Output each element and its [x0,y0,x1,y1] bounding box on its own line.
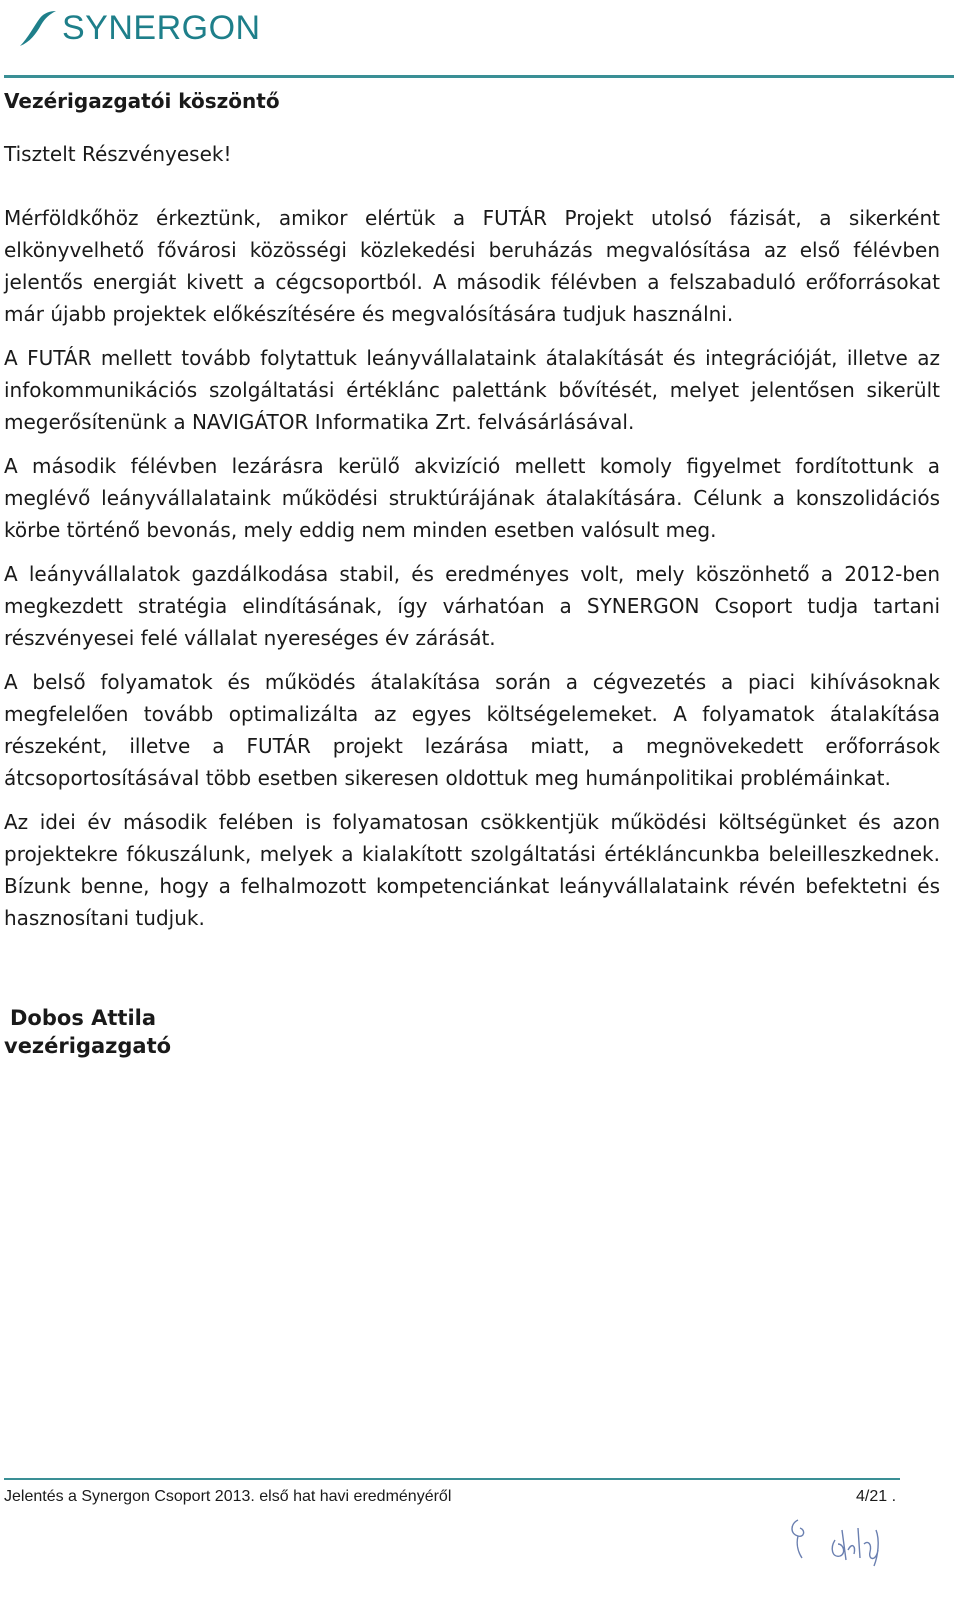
salutation: Tisztelt Részvényesek! [4,142,232,166]
letter-title: Vezérigazgatói köszöntő [4,89,280,113]
footer-text: Jelentés a Synergon Csoport 2013. első hat havi eredményéről [4,1488,452,1505]
footer-divider [4,1478,900,1480]
company-logo [14,8,261,48]
paragraph: A második félévben lezárásra kerülő akvizíció mellett komoly figyelmet fordítottunk a meglévő leányvállalataink működési struktúrájának átalakítására. Célunk a konszolidációs körbe történő bevonás, mely eddig nem minden esetben valósult meg. [4,454,940,542]
handwritten-initials-icon [780,1500,900,1570]
paragraph: Az idei év második felében is folyamatosan csökkentjük működési költségünket és azon projektekre fókuszálunk, melyek a kialakított szolgáltatási értékláncunkba beleilleszkednek. Bízunk benne, hogy a felhalmozott kompetenciánkat leányvállalataink révén befektetni és hasznosítani tudjuk. [4,810,940,930]
paragraph: A leányvállalatok gazdálkodása stabil, és eredményes volt, mely köszönhető a 2012-ben megkezdett stratégia elindításának, így várhatóan a SYNERGON Csoport tudja tartani részvényesei felé vállalat nyereséges év zárását. [4,562,940,650]
signer-name: Dobos Attila [10,1006,157,1030]
signature-block [4,1004,171,1060]
page-number: 4/21 . [856,1488,897,1505]
paragraph: A FUTÁR mellett tovább folytattuk leányvállalataink átalakítását és integrációját, illetve az infokommunikációs szolgáltatási értéklánc palettánk bővítését, melyet jelentősen sikerült megerősítenünk a NAVIGÁTOR Informatika Zrt. felvásárlásával. [4,346,940,434]
logo-text: SYNERGON [62,9,261,47]
signer-title: vezérigazgató [4,1034,172,1058]
header-divider [4,75,954,78]
paragraph: Mérföldkőhöz érkeztünk, amikor elértük a FUTÁR Projekt utolsó fázisát, a sikerként elkönyvelhető fővárosi közösségi közlekedési beruházás megvalósítása az első félévben jelentős energiát kivett a cégcsoportból. A második félévben a felszabaduló erőforrásokat már újabb projektek előkészítésére és megvalósítására tudjuk használni. [4,206,940,326]
paragraph: A belső folyamatok és működés átalakítása során a cégvezetés a piaci kihívásoknak megfelelően tovább optimalizálta az egyes költségelemeket. A folyamatok átalakítása részeként, illetve a FUTÁR projekt lezárása miatt, a megnövekedett erőforrások átcsoportosításával több esetben sikeresen oldottuk meg humánpolitikai problémáinkat. [4,670,940,790]
letter-body [4,86,940,934]
synergon-swoosh-icon [14,8,60,48]
